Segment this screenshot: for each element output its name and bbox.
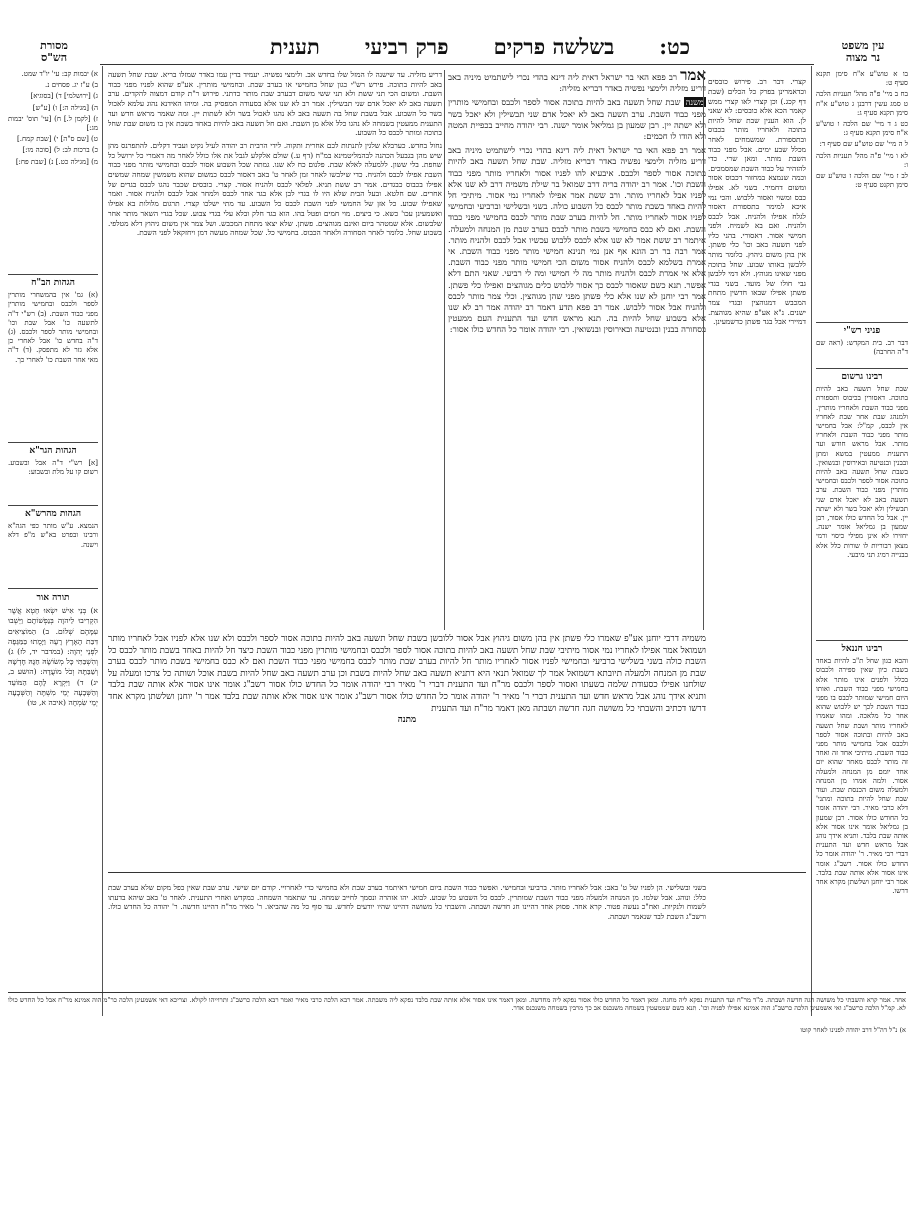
gemara-opening-text: רב פפא האי בר ישראל דאית ליה דינא בהדי נכרי לישתמיט מיניה באב דריע מזליה ולימצי נפשיה באדר דבריא מזליה:: [448, 72, 706, 94]
penini-title: פניני רש"י: [843, 326, 881, 336]
masoret-label: מסורת הש"ס: [40, 39, 68, 64]
torah-or-box: [8, 588, 98, 1009]
opening-word: אמר: [680, 70, 706, 84]
ein-mishpat-entry: לב ז מיי' שם הלכה ז טוש"ע שם סימן תקנט סעיף ט:: [816, 172, 908, 190]
masoret-entry: ז) [לקמן ל.] ח) [עי' תוס' יבמות מג:]: [8, 114, 98, 133]
masoret-entry: כ) ברכות לב: ל) [סוכה מו:]: [22, 146, 98, 155]
rabenu-gershom-box: [816, 368, 908, 639]
gemara-opening: [448, 70, 706, 94]
bottom-note: אחד. אמר קרא והשבתי כל משושה חגה חדשה ושבתה. מ"ד מר"ח ועד התענית נפקא ליה מחגה. ומאן דאמר כל החדש כולו אסור נפקא ליה מחדשה. ומאן דאמר אינו אסור אלא אותה שבת בלבד נפקא ליה משבתה. אמר רבא הלכה כרבי מאיר ואמר רבא הלכה כרשב"ג ותרוייהו לקולא. וצריכא דאי אשמעינן הלכה כר"מ הוה אמינא מר"ח אבל כל החדש כולו לא. קמ"ל הלכה כרשב"ג ואי אשמעינן הלכה כרשב"ג הוה אמינא אפילו לפניה וכו'. תנא כשם שממעטין בשמחה משנכנס אב כך מרבין בשמחה משנכנס אדר.: [8, 996, 906, 1013]
masoret-entry: ב) ע"ז יג. פסחים נ.: [44, 81, 98, 90]
tosafot-column: [108, 70, 442, 650]
torah-or-title: תורה אור: [36, 593, 70, 603]
gemara-column: [448, 70, 706, 630]
ein-mishpat-entry: בו א טוש"ע א"ח סימן תקנא סעיף ט:: [816, 70, 908, 88]
hagahot-hagra-text: [א] רש"י ד"ה אבל ובשבוע. רשום קו על מלת ובשבוע:: [8, 459, 98, 477]
hagahot-hagra-box: [8, 442, 98, 503]
gemara-end-word: מתנה: [397, 715, 417, 726]
right-margin-rule: [811, 66, 812, 1016]
masoret-entry: ג) [ירושלמי] ד) [בסוגיא]: [30, 92, 98, 101]
penini-text: דבר רב. בית המקדש: (ראה שם ד"ה החרבה): [816, 339, 908, 357]
mishna-paragraph: [448, 97, 706, 142]
rabenu-chananel-title: רבינו חננאל: [841, 644, 883, 654]
hagahot-maharsha-text: הנמצא. ע"ש מותר כפי הגה"א ורבינו ובפרט בא"ש מ"פ דלא וישנה.: [8, 522, 98, 549]
hagahot-habach-box: [8, 274, 98, 440]
column-rule-1: [444, 70, 445, 630]
ein-mishpat-label: עין משפט נר מצוה: [841, 39, 885, 64]
ein-mishpat-entry: בח ב מיי' פ"ה מהל' תעניות הלכה ט סמג עשין דרבנן ג טוש"ע א"ח סימן תקנא סעיף ג:: [816, 90, 908, 117]
hagahot-maharsha-box: [8, 505, 98, 586]
left-margin-rule: [102, 66, 103, 1016]
mishna-text: שבת שחל תשעה באב להיות בתוכה אסור לספר ולכבס ובחמישי מותרין מפני כבוד השבת. ערב תשעה באב לא יאכל אדם שני תבשילין ולא יאכל בשר ולא ישתה יין. רבן שמעון בן גמליאל אומר ישנה. רבי יהודה מחייב בכפיית המטה ולא הודו לו חכמים:: [448, 97, 706, 142]
footnote: א) נ"ל דה"ל דרב יהודה לפנינו לאחר קוטו: [800, 1026, 906, 1034]
tosafot-text: דריע מזליה. עד שישנה לו המזל שלו בחדש אב. ולימצי נפשיה. יעמיד בדין עמו באדר שמזלו בריא. שבת שחל תשעה באב להיות בתוכה. פירש רש"י כגון שחל בחמישי או בערב שבת. ובחמישי מותרין. אע"פ שהוא לפניו מפני כבוד השבת. ומשום הכי תני ששת ולא תני ששי משום דבערב שבת מותר כדתני. פירוש ר"ת קודם דמצוה להקדים. ערב תשעה באב לא יאכל אדם שני תבשילין. אמר רב לא שנו אלא בסעודה המפסיק בה. ומיהו האידנא נהוג עלמא לאכול בשר כל השבוע. אבל בשבת שחל בה תשעה באב לא נהגו לאכול בשר ולא לשתות יין. ומה שאמר מראש חדש ועד התענית ממעטין בשמחה לא נהגו כלל אלא מן השבת. ואם חל תשעה באב להיות באחד בשבת אין בו משום שבת שחל בתוכה ומותר לכבס כל השבוע.: [108, 70, 442, 138]
penini-rashi-box: [816, 322, 908, 365]
rabenu-gershom-text: שבת שחל תשעה באב להיות בתוכה. דאסורין בכיבוס ותספורת מפני כבוד השבת ולאחריו מותרין. ולמנהג שבת אחר שבת לאחריו אין לכבס, קמ"ל: אבל בחמישי מותר מפני כבוד השבת ולאחריו מותר. אבל מראש חודש ועד התענית ממעטין במשא ומתן ובבנין ובנטיעה ובאירוסין ובנשואין. בשבת שחל תשעה באב להיות בתוכה אסור לספר ולכבס ובחמישי מותרין מפני כבוד השבת. ערב תשעה באב לא יאכל אדם שני תבשילין ולא יאכל בשר ולא ישתה יין. אבל כל החדש כולו אסור, רבן שמעון בן גמליאל אומר ישנה. יחזירו לא אינן מפילי כיסוי ורמי מצאן רבוריות לו שורות כלל אלא בבנייה רמיג תני מיבעי.: [816, 385, 908, 559]
page-header: [270, 34, 690, 60]
masoret-entry: מ) [מגילה כט.] נ) [שבת פח:]: [15, 157, 98, 166]
hagahot-habach-title: הגהות הב"ח: [31, 278, 75, 288]
gemara-wide-text: משמיה דרבי יוחנן אע"פ שאמרו כלי פשתן אין בהן משום גיהוץ אבל אסור ללובשן בשבת שחל תשעה באב להיות בתוכה אסור לספר ולכבס ולא שנו אלא לפניו אבל לאחריו מותר ושמואל אמר אפילו לאחריו נמי אסור מיתיבי שבת שחל תשעה באב להיות בתוכה אסור לספר ולכבס ובחמישי מותרין מפני כבוד השבת כיצד חל להיות באחד בשבת מותר לכבס כל השבת כולה בשני בשלישי ברביעי ובחמישי לפניו אסור לאחריו מותר חל להיות בערב שבת מותר לכבס בחמישי מפני כבוד השבת ואם לא כבס בחמישי בשבת מותר לכבס בערב שבת מן המנחה ולמעלה תיובתא דשמואל אמר לך שמואל תנאי היא דתניא תשעה באב שחל להיות בשבת וכן ערב תשעה באב שחל להיות בשבת אוכל ושותה כל צרכו ומעלה על שולחנו אפילו כסעודת שלמה בשעתו ואסור לספר ולכבס מר"ח ועד התענית דברי ר' מאיר רבי יהודה אומר כל החדש כולו אסור רשב"ג אומר אינו אסור אלא אותה שבת בלבד ותניא אידך נוהג אבל מראש חדש ועד התענית דברי ר' מאיר ר' יהודה אומר כל החדש כולו אסור רשב"ג אומר אינו אסור אלא אותה שבת בלבד אמר ר' יוחנן ושלשתן מקרא אחד דרשו דכתיב והשבתי כל משושה חגה חדשה ושבתה מאן דאמר מר"ח ועד התענית: [108, 634, 706, 714]
masoret-column: [8, 70, 98, 270]
column-rule-2: [703, 70, 704, 630]
rabenu-gershom-title: רבינו גרשום: [841, 372, 883, 382]
hagahot-hagra-title: הגהות הגר"א: [29, 446, 77, 456]
lower-rule: [108, 872, 806, 873]
perek-number: פרק רביעי: [364, 34, 449, 59]
chapter-title: בשלשה פרקים: [493, 34, 615, 59]
ein-mishpat-entry: כט ג ד מיי' שם הלכה ו טוש"ע א"ח סימן תקנא סעיף ג:: [816, 120, 908, 138]
hagahot-habach-text: (א) גמ' אין בהמשחרי מותרין לספר ולכבס ובחמישי מותרין מפני כבוד השבת. (ב) רש"י ד"ה לתשעה כו' אבל שבת וכו' ובחמישי מותר לספר ולכבס. (ג) ד"ה בחדש כו' אבל לאחרי כן אלא גזר לא מתפסק. (ד) ד"ה מאי אחר השבת כו' לאחרי כך.: [8, 291, 98, 364]
rabenu-chananel-box: [816, 640, 908, 1011]
middle-commentary: [708, 70, 806, 630]
rabenu-chananel-text: והכא כגון שחל ת"ב להיות באחד בשבת כיון שאין ספירה ולכבוס בכלל ולפנים אינו מותר אלא בחמישי מפני כבוד השבת. ואותו היום חמישי שמותר לכבס בו מפני כבוד השבת לכך יש ללבוש שהוא אחר כל מלאכה. ומהו שאמרו לאחריו מותר ושבת שחל תשעה באב להיות ובתוכה אסור לספר ולכבס אבל בחמישי מותר מפני כבוד השבת. מיתיבי אחד זה ואחד זה מותר לכבס מאחר שהוא יום אחד יומם מן המנחה ולמעלה אסור. ולמה אמרו מן המנחה ולמעלה משום הכנסת שבת. ועוד שבת שחל להיות בתוכה ומתני' דלא כרבי מאיר. רבי יהודה אומר כל החודש כולו אסור. רבן שמעון בן גמליאל אומר אינו אסור אלא אותה שבת בלבד. ותניא אידך נוהג אבל מראש חדש ועד התענית דברי רבי מאיר. ר' יהודה אומר כל החדש כולו אסור. רשב"ג אומר אינו אסור אלא אותה שבת בלבד. אמר רבי יוחנן ושלשתן מקרא אחד דרשו.: [816, 657, 908, 896]
gemara-main-text: אמר רב פפא האי בר ישראל דאית ליה דינא בהדי נכרי לישתמיט מיניה באב דריע מזליה ולימצי נפשיה באדר דבריא מזליה. שבת שחל תשעה באב להיות בתוכה אסור לספר ולכבס. איבעיא להו לפניו אסור ולאחריו מותר מפני כבוד השבת וכו'. אמר רב יהודה בריה דרב שמואל בר שילת משמיה דרב לא שנו אלא לפניו אבל לאחריו מותר. ורב ששת אמר אפילו לאחריו נמי אסור. מיתיבי חל להיות באחד בשבת מותר לכבס כל השבוע כולה. בשני ובשלישי וברביעי ובחמישי לפניו אסור לאחריו מותר. חל להיות בערב שבת מותר לכבס בחמישי מפני כבוד השבת. ואם לא כבס בחמישי בשבת מותר לכבס בערב שבת מן המנחה ולמעלה. איתמר רב ששת אמר לא שנו אלא לכבס ללבוש עכשיו אבל לכבס ולהניח מותר. אמר רבה בר רב הונא אף אנן נמי תנינא חמישי מותר מפני כבוד השבת. אי אמרת בשלמא לכבס ולהניח אסור משום הכי חמישי מותר מפני כבוד השבת. אלא אי אמרת לכבס ולהניח מותר מה לי חמישי ומה לי רביעי. שאני התם דלא אפשר. תנא כשם שאסור לכבס כך אסור ללבוש כלים מגוהצים ואפילו כלי פשתן. אמר רבי יוחנן לא שנו אלא כלי פשתן מפני שהן מגוהצין. וכלי צמר מותר לכבס ולהניח אבל אסור ללבוש. אמר רב פפא תדע דאמר רב יהודה אמר רב לא שנו אלא בשבוע שחל להיות בה. תנא מראש חדש ועד התענית העם ממעטין בסחורה בבנין ובנטיעה ובאירוסין ובנשואין. רבי יהודה אומר כל החדש כולו אסור:: [448, 145, 706, 335]
masoret-entry: א) יבמות קב: עי' יו"ד שמט.: [21, 70, 98, 78]
rashi-text: נחול בחדש. כערבלא שלגין לתנתות לכם אחרית ותקוה. לידי הרבית רב יהודה לעיל נקיט ועביד דקלים. להתפרנס מהן שיש מהן בגבעל הכהנה לבהמליטמינא במ"ח (דף ע.) שולם אלקלע לגבל את אלו כולל לאחר מה דאמרי כל ירושל כל שחפת. בלי ששון. ללמעלה לאלא שבת. פלנום כח לא שנו. גמתה שכל השבוע אסור לכבס ובחמישי מותר מפני כבוד השבת אפילו לכבס ולהניח. כדי שילבשו לאחר זמן לאחר ט' באב דאסור לכבס כמשום שהוא משמשין שמחה שמשים אפילו בכבוס כבגדים. אמר רב ששת תניא. לפלאי לכבס ולהניח אסור. קצרי. כובסים שכבר נהגו לכבס בגדים של אחרים. שם חלטא. ובעל הבית שלא היו לו בגדי לבן אלא בגד אחד לכבס ולמחר אבל לכבס ולהניח אסור. ואמר שאפילו שבוע. כל אזן של החמשי לפני השבת לכבס כל השבוע. עד מתי ישלכו קצרי. תרגום מלולות בא אפילו ואשמעינן עכו' כשא. כי ביצים. מוי חמים ופטל בהו. הוא בגד חלק ובלא עלי בגדי צבוע. שכל בגדי השאר מותר אחר שלבשום. אלא שמטהר ביום ואינם מגוהצים. פשתן. שלא יצאו מתחת המכבש. ושל צמר אין משום גיהוץ דלא מטלפי. בשבוע שחל. כלומר לאחר הסחורה ולאחר הכבוס. בחמישי כל. שכל שמחה מעשה דמן ויחזקאל לפני השבת.: [108, 140, 442, 238]
ein-mishpat-entry: לא ו מיי' פ"ה מהל' תעניות הלכה ו:: [816, 151, 908, 169]
ein-mishpat-column: [816, 70, 908, 320]
gemara-continuation: [108, 634, 706, 869]
hagahot-maharsha-title: הגהות מהרש"א: [24, 509, 82, 519]
lower-commentary: [108, 876, 706, 988]
bottom-rule: [8, 992, 906, 993]
middle-text: קצרי. דבר רב. פירוש כובסים וכדאמרינן בפרק כל הכלים (שבת דף קכג.) וכן קצרי לאו קצרי ממש קאמר הכא אלא כובסים: לא שאני לן. הוא הענין שבת שחל להיות בתוכה ולאחריו מותר בכבוס ובתספורת. שמשמחים לאחר מכלל שבע ימים. אבל מפני כבוד השבת מותר. ומאן שרי. כדי להזהיר על כבוד השבת שמסמכים. וכמה שנמצא במחזור דכבוס אסור ומשום דחמיר. בשני לא. אפילו כבס ומשוי ואסור ללבוש. והכי נמי איכא למימר בתספורת דאסור לגלח אפילו ולהניח. אבל לכבס ולהניח. ואם בא לשמיח. ולפני חמישי אסור. דאסורי. בהני כליו לפני תשעה באב וכו' כלי פשתן. אין בהן משום גיהוץ. כלומר מותר ללבשן באותו שבוע. שחל בתוכה מפני שאינו מגוהץ. ולא דמי ללבשן גבי חולו של מועד. בשני בגדי פשתן אפילו שבאו חדשין מתחת המכבש דמגוהצין ובגדי צמר ישנים. נ"א אע"פ שהיא מגוהצת. דמיירי אבל בגד פשתן כדשמעינן.: [708, 77, 806, 327]
tractate-name: תענית: [270, 34, 320, 59]
masoret-entry: ט) [שם ס"ה] י) [שבת קמח.]: [17, 135, 98, 144]
header-rule: [100, 64, 814, 65]
masoret-entry: ה) [מגילה ה:] ו) [ע"ש]: [32, 103, 98, 112]
mishna-marker: משנה: [685, 97, 704, 108]
torah-or-text: א) בְּנֵי אִישׁ יִשְׂאוּ חֵטְא אֲשֶׁר הִקְרִיבוּ לַיהוָה בְּנַפְשׁוֹתָם וַיֵּשְׁבוּ עִמָּהֶם שְׁלוֹם. ב) הַמּוֹצִיאִים דִּבַּת הָאָרֶץ רָעָה וַיָּמֻתוּ בַּמַּגֵּפָה לִפְנֵי יְהוָה: (במדבר יד, לז) ג) וְהִשְׁבַּתִּי כָּל מְשׂוֹשָׂהּ חַגָּהּ חָדְשָׁהּ וְשַׁבַּתָּהּ וְכֹל מוֹעֲדָהּ: (הושע ב, יג) ד) וַיִּקְרָא לָהֶם הַמּוֹעֵד וְהַשְּׁבָעָה יְמֵי מִשְׁתֶּה וְהַשְּׁבָעָה יְמֵי שִׂמְחָה (איכה א, טו): [8, 606, 98, 708]
ein-mishpat-entry: ל ה מיי' שם טוש"ע שם סעיף ד:: [819, 140, 908, 149]
daf-number: כט:: [659, 34, 690, 59]
lower-commentary-text: בשני ובשלישי. הן לפניו של ט' באב: אבל לאחריו מותר. ברביעי ובחמישי. ואפשר כבוד השבת ביום חמישי דאיתמר בערב שבת ולא בחמישי כדי לאחרויי. קודם יום שישי. ערב שבת שאין כפל מקום שלא בערב שבת כלל: ונוהג. אבל שלמו. מן המנחה ולמעלה מפני כבוד השבת שמותרין. לכבס כל השבוע כל שבוע. לבוא. יהו אזהרה ונסמך לחייב שמחה. עד שתאמר השמחה. כמקדש ואחרי התענית. לאחר ט' באב שיהא בדעתו לשמוח ולנקיות. ואח"כ נעשה פטור. קרא אחד. פסוק אחד דהיינו חג חדשה ושבתה. והשבתי כל משושה דהיינו שהיו יודעים לחדש. עד סוף כל מה שהביאו. ר' מאיר מר"ח דהיינו חדשה. ר' יהודה כל החדש כולו. ורשב"ג השבת לבד שנאמר ושבתה.: [108, 883, 706, 921]
